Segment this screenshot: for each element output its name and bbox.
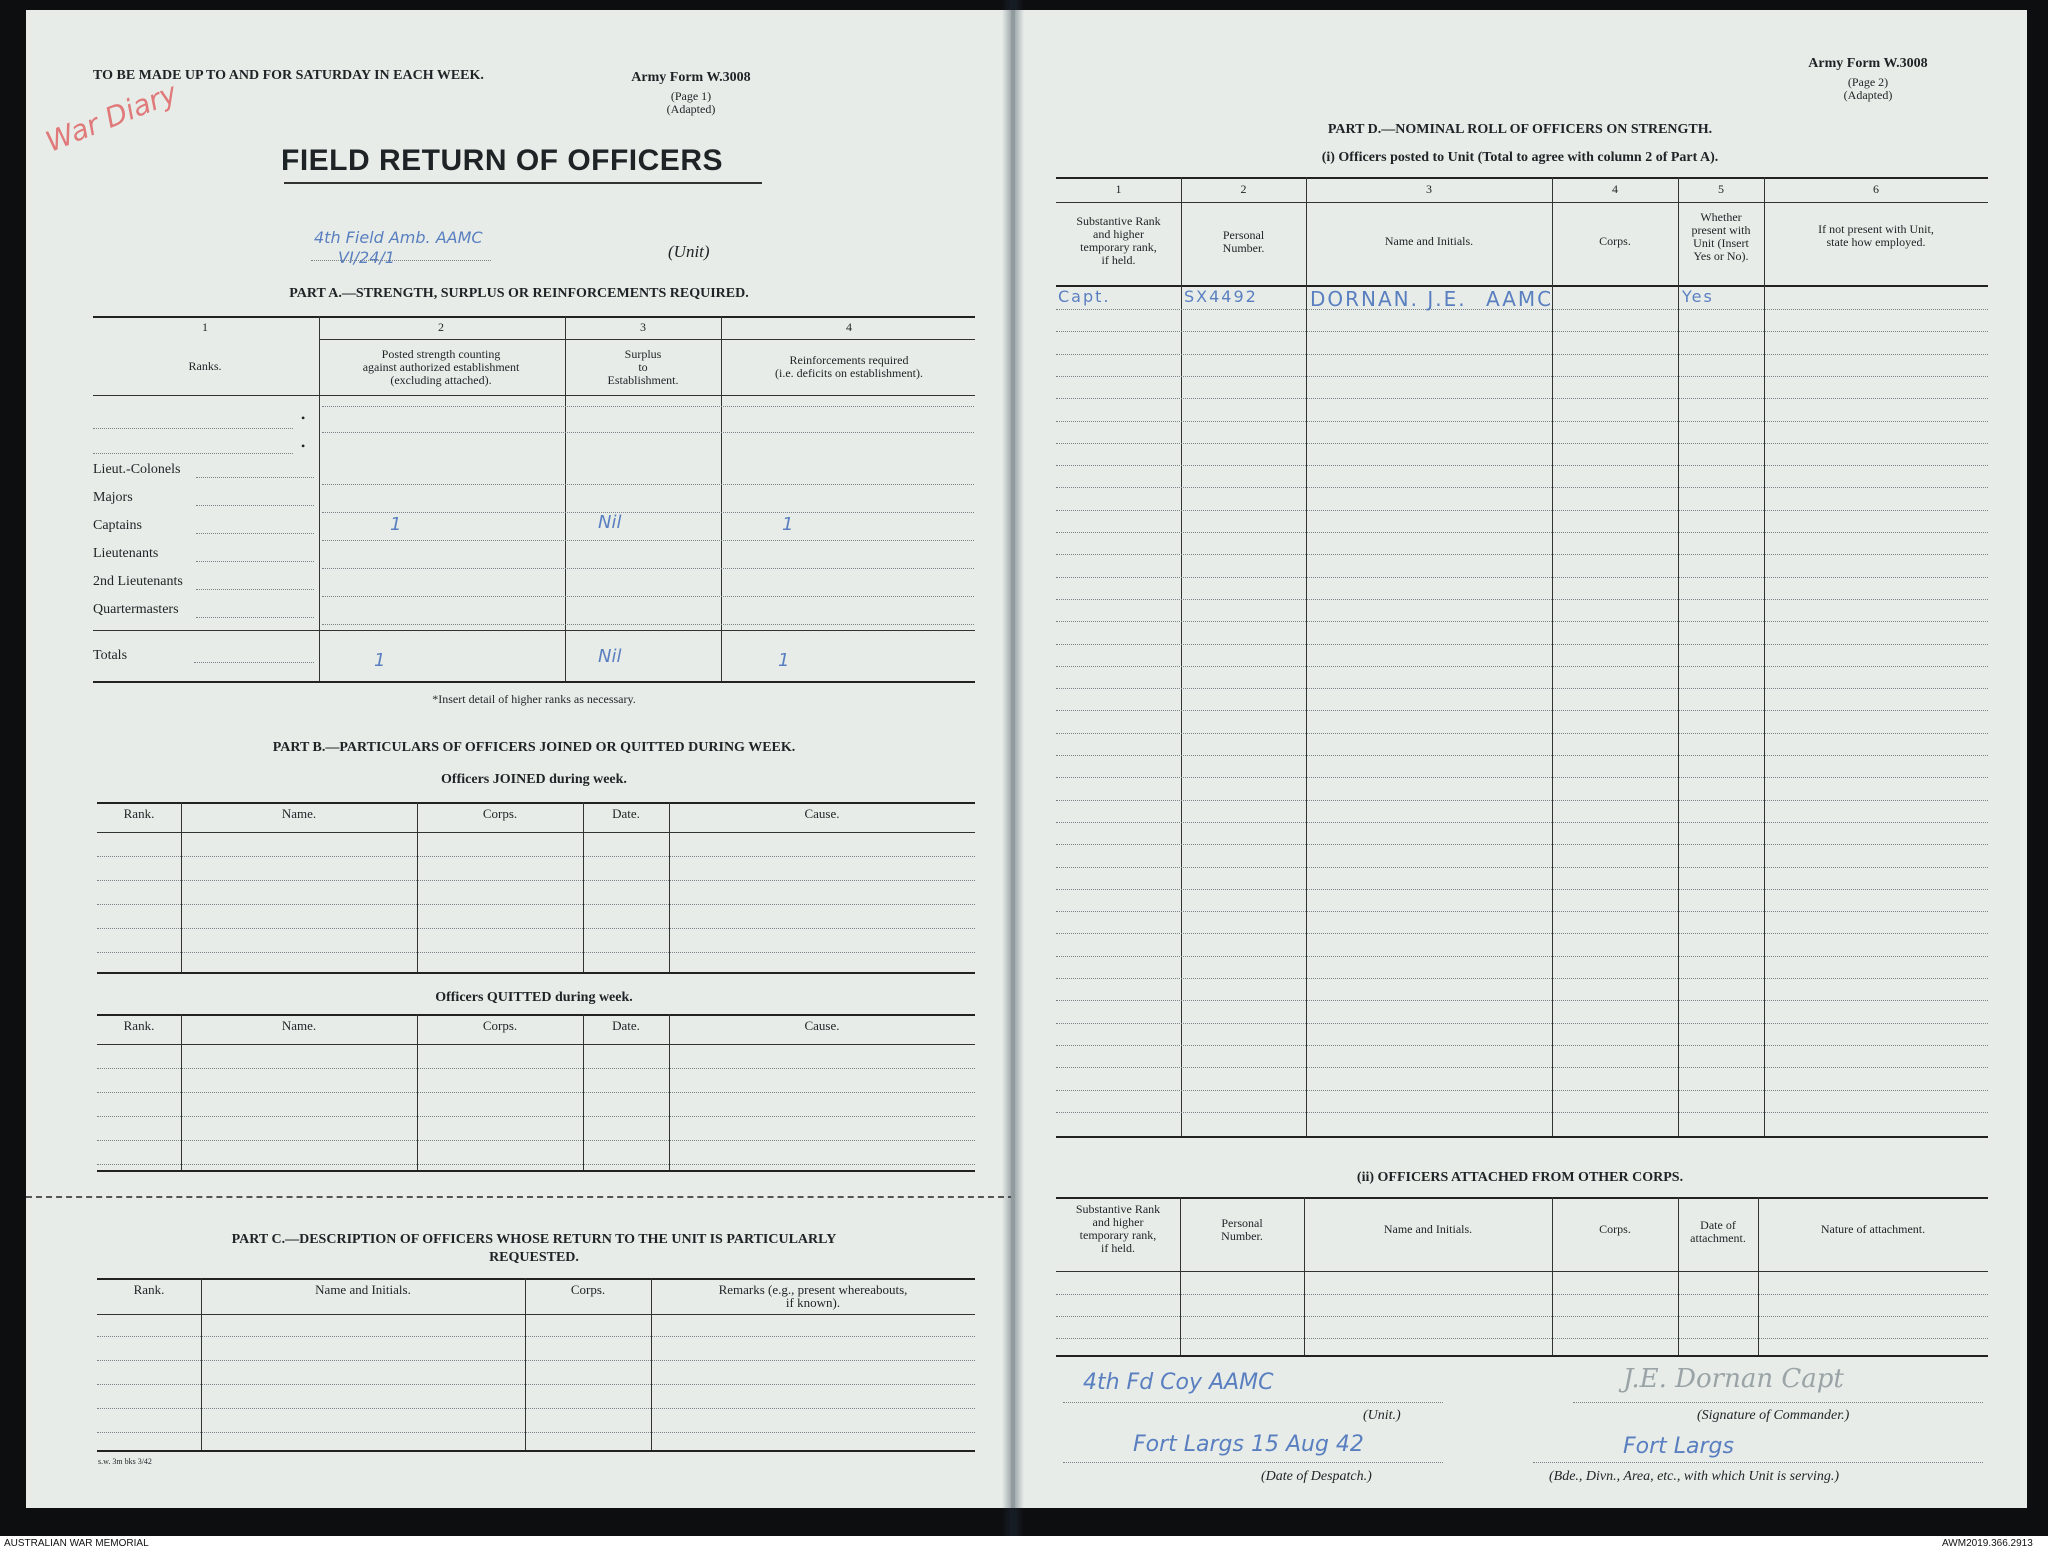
col-header: Name. xyxy=(281,1018,317,1033)
col-header: Name. xyxy=(281,806,317,821)
row-rule xyxy=(97,1116,975,1117)
dotted-leader xyxy=(196,617,314,618)
col-divider xyxy=(651,1278,652,1450)
part-a-footnote: *Insert detail of higher ranks as necessary. xyxy=(432,692,636,706)
row-rule xyxy=(1056,777,1988,778)
header-instruction: TO BE MADE UP TO AND FOR SATURDAY IN EACH WEEK. xyxy=(93,68,484,83)
row-rule xyxy=(1056,376,1988,377)
captains-surplus: Nil xyxy=(598,512,622,533)
form-number: Army Form W.3008 xyxy=(631,70,751,85)
row-rule xyxy=(1056,688,1988,689)
area-label: (Bde., Divn., Area, etc., with which Unit is serving.) xyxy=(1549,1469,1840,1484)
unit-handwritten-p2: 4th Fd Coy AAMC xyxy=(1083,1370,1274,1395)
row-rule xyxy=(97,1092,975,1093)
row-rule xyxy=(97,1408,975,1409)
form-number-p2: Army Form W.3008 xyxy=(1808,56,1928,71)
row-rule xyxy=(1056,1000,1988,1001)
page-fold xyxy=(1011,10,1015,1508)
col-header: Corps. xyxy=(570,1282,606,1297)
col-number: 1 xyxy=(1115,182,1122,196)
part-a-heading: PART A.—STRENGTH, SURPLUS OR REINFORCEMENTS REQUIRED. xyxy=(289,286,749,301)
row-rule xyxy=(1056,443,1988,444)
row-rule xyxy=(1056,844,1988,845)
number-row-rule xyxy=(1056,202,1988,203)
col-header: Personal Number. xyxy=(1221,1216,1263,1243)
row-rule xyxy=(1056,800,1988,801)
row-rule xyxy=(1056,755,1988,756)
col-header: Corps. xyxy=(482,1018,518,1033)
rank-label: Majors xyxy=(93,490,133,505)
captains-posted: 1 xyxy=(390,514,402,535)
col-divider xyxy=(201,1278,202,1450)
row-rule xyxy=(1056,911,1988,912)
row-rule xyxy=(1056,421,1988,422)
cut-line xyxy=(26,1196,1014,1198)
row-rule xyxy=(1056,956,1988,957)
col-divider xyxy=(1304,1197,1305,1355)
col-header-reinforcements: Reinforcements required (i.e. deficits on establishment). xyxy=(775,353,923,380)
col-number: 1 xyxy=(202,320,208,334)
col-divider xyxy=(417,802,418,972)
form-page-number-p2: (Page 2) xyxy=(1847,75,1889,89)
col-divider xyxy=(1180,1197,1181,1355)
row-rule xyxy=(1056,1090,1988,1091)
col-header: Substantive Rank and higher temporary rank, if held. xyxy=(1075,1202,1161,1255)
col-divider xyxy=(1758,1197,1759,1355)
row-rule xyxy=(97,1384,975,1385)
unit-ref-handwritten: VI/24/1 xyxy=(338,248,395,267)
row-rule xyxy=(97,856,975,857)
dotted-leader xyxy=(196,561,314,562)
col-header: Corps. xyxy=(1599,1222,1631,1236)
row-rule xyxy=(97,1360,975,1361)
war-diary-annotation: War Diary xyxy=(41,76,182,159)
row-rule xyxy=(1056,933,1988,934)
col-divider xyxy=(583,802,584,972)
table-top-rule xyxy=(97,1014,975,1016)
form-title: FIELD RETURN OF OFFICERS xyxy=(281,144,723,177)
row-rule xyxy=(97,1164,975,1165)
row-rule xyxy=(1056,331,1988,332)
col-divider xyxy=(1764,177,1765,1136)
area-handwritten: Fort Largs xyxy=(1623,1434,1734,1459)
col-header: Date of attachment. xyxy=(1690,1218,1746,1245)
row-rule xyxy=(1056,532,1988,533)
col-header: Name and Initials. xyxy=(315,1282,411,1297)
joined-heading: Officers JOINED during week. xyxy=(441,772,627,787)
col-header: Name and Initials. xyxy=(1384,234,1474,248)
row-rule xyxy=(1056,1112,1988,1113)
bullet-2: • xyxy=(301,439,306,453)
dotted-leader xyxy=(196,589,314,590)
row-rule xyxy=(97,904,975,905)
col-divider xyxy=(1678,177,1679,1136)
row-rule xyxy=(322,540,974,541)
totals-label: Totals xyxy=(93,648,128,663)
col-header: Substantive Rank and higher temporary rank, if held. xyxy=(1076,214,1161,267)
unit-label-p2: (Unit.) xyxy=(1363,1408,1401,1423)
col-header: Whether present with Unit (Insert Yes or No). xyxy=(1691,210,1751,263)
roll-entry-handwritten: AAMC xyxy=(1486,287,1554,311)
totals-reinforcements: 1 xyxy=(778,650,790,671)
dotted-leader xyxy=(196,533,314,534)
table-bottom-rule xyxy=(1056,1355,1988,1357)
col-number: 6 xyxy=(1873,182,1879,196)
table-top-rule xyxy=(1056,177,1988,179)
row-rule xyxy=(1056,867,1988,868)
row-rule xyxy=(1056,354,1988,355)
section-ii-heading: (ii) OFFICERS ATTACHED FROM OTHER CORPS. xyxy=(1356,1170,1684,1185)
table-bottom-rule xyxy=(97,1450,975,1452)
col-header: Rank. xyxy=(133,1282,165,1297)
table-top-rule xyxy=(97,802,975,804)
totals-posted: 1 xyxy=(374,650,386,671)
table-top-rule xyxy=(1056,1197,1988,1199)
table-header-rule xyxy=(97,1314,975,1315)
rank-label: Quartermasters xyxy=(93,602,179,617)
col-divider xyxy=(181,802,182,972)
col-header: If not present with Unit, state how employed. xyxy=(1818,222,1934,249)
row-rule xyxy=(1056,666,1988,667)
row-rule xyxy=(1056,733,1988,734)
footer-accession: AWM2019.366.2913 xyxy=(1942,1538,2033,1549)
rank-label: Lieutenants xyxy=(93,546,159,561)
form-adapted-p2: (Adapted) xyxy=(1843,88,1893,102)
part-c-heading-2: REQUESTED. xyxy=(489,1250,579,1265)
col-header: Corps. xyxy=(482,806,518,821)
row-rule xyxy=(1056,1316,1988,1317)
row-rule xyxy=(1056,487,1988,488)
title-underline xyxy=(284,182,762,184)
col-number: 4 xyxy=(846,320,852,334)
part-c-heading-1: PART C.—DESCRIPTION OF OFFICERS WHOSE RETURN TO THE UNIT IS PARTICULARLY xyxy=(231,1232,837,1247)
form-adapted: (Adapted) xyxy=(666,102,716,116)
row-rule xyxy=(1056,822,1988,823)
row-rule xyxy=(1056,1067,1988,1068)
row-rule xyxy=(322,568,974,569)
col-header: Rank. xyxy=(123,1018,155,1033)
unit-label: (Unit) xyxy=(668,242,710,261)
col-number: 2 xyxy=(1240,182,1247,196)
captains-reinforcements: 1 xyxy=(782,514,794,535)
table-header-rule xyxy=(97,1044,975,1045)
row-rule xyxy=(97,1432,975,1433)
col-header: Date. xyxy=(612,1018,640,1033)
col-header: Cause. xyxy=(804,1018,840,1033)
row-rule xyxy=(1056,1045,1988,1046)
roll-entry-handwritten: SX4492 xyxy=(1184,287,1258,306)
bullet-1: • xyxy=(301,411,306,425)
rank-label: 2nd Lieutenants xyxy=(93,574,183,589)
col-divider xyxy=(1181,177,1182,1136)
col-header: Nature of attachment. xyxy=(1820,1222,1926,1236)
print-code: s.w. 3m bks 3/42 xyxy=(98,1457,152,1466)
roll-entry-handwritten: Capt. xyxy=(1058,287,1111,306)
footer-credit: AUSTRALIAN WAR MEMORIAL xyxy=(4,1538,149,1549)
row-rule xyxy=(1056,577,1988,578)
rank-label: Lieut.-Colonels xyxy=(93,462,181,477)
rank-label: Captains xyxy=(93,518,142,533)
unit-handwritten: 4th Field Amb. AAMC xyxy=(314,228,483,247)
row-rule xyxy=(1056,978,1988,979)
row-rule xyxy=(97,928,975,929)
col-header: Remarks (e.g., present whereabouts, if known). xyxy=(718,1282,908,1310)
row-rule xyxy=(1056,621,1988,622)
col-header: Rank. xyxy=(123,806,155,821)
quitted-heading: Officers QUITTED during week. xyxy=(435,990,633,1005)
dotted-leader xyxy=(196,505,314,506)
row-rule xyxy=(97,952,975,953)
totals-surplus: Nil xyxy=(598,646,622,667)
col-header-ranks: Ranks. xyxy=(188,359,222,373)
form-page-2 xyxy=(1013,10,2027,1508)
table-header-rule xyxy=(1056,1271,1988,1272)
row-rule xyxy=(97,1336,975,1337)
col-header: Date. xyxy=(612,806,640,821)
col-divider xyxy=(1552,1197,1553,1355)
row-rule xyxy=(1056,644,1988,645)
despatch-handwritten: Fort Largs 15 Aug 42 xyxy=(1133,1432,1364,1457)
col-header: Name and Initials. xyxy=(1383,1222,1473,1236)
table-bottom-rule xyxy=(97,1170,975,1172)
col-number: 5 xyxy=(1718,182,1724,196)
roll-entry-handwritten: DORNAN. J.E. xyxy=(1310,287,1467,311)
col-number: 3 xyxy=(640,320,646,334)
roll-entry-handwritten: Yes xyxy=(1682,287,1714,306)
row-rule xyxy=(322,624,974,625)
table-bottom-rule xyxy=(1056,1136,1988,1138)
row-rule xyxy=(322,484,974,485)
col-divider xyxy=(525,1278,526,1450)
form-page-number: (Page 1) xyxy=(670,89,712,103)
signature-label: (Signature of Commander.) xyxy=(1697,1408,1850,1423)
commander-signature: J.E. Dornan Capt xyxy=(1623,1364,1844,1394)
row-rule xyxy=(1056,465,1988,466)
row-rule xyxy=(1056,599,1988,600)
row-rule xyxy=(1056,510,1988,511)
col-header: Personal Number. xyxy=(1222,228,1265,255)
row-rule xyxy=(322,596,974,597)
row-rule xyxy=(1056,554,1988,555)
col-divider xyxy=(1306,177,1307,1136)
despatch-label: (Date of Despatch.) xyxy=(1261,1469,1372,1484)
table-top-rule xyxy=(97,1278,975,1280)
col-divider xyxy=(669,802,670,972)
row-rule xyxy=(1056,398,1988,399)
row-rule xyxy=(1056,710,1988,711)
part-d-heading: PART D.—NOMINAL ROLL OF OFFICERS ON STRENGTH. xyxy=(1327,122,1713,137)
row-rule xyxy=(1056,889,1988,890)
col-number: 3 xyxy=(1426,182,1432,196)
col-header-posted-strength: Posted strength counting against authorized establishment (excluding attached). xyxy=(362,347,520,387)
row-rule xyxy=(322,432,974,433)
form-page-1 xyxy=(26,10,1014,1508)
row-rule xyxy=(1056,1294,1988,1295)
col-number: 4 xyxy=(1612,182,1618,196)
row-rule xyxy=(1056,1338,1988,1339)
col-divider xyxy=(1678,1197,1679,1355)
col-divider xyxy=(1552,177,1553,1136)
row-rule xyxy=(322,406,974,407)
dotted-leader xyxy=(196,477,314,478)
col-header-surplus: Surplus to Establishment. xyxy=(607,347,679,387)
table-bottom-rule xyxy=(97,972,975,974)
table-header-rule xyxy=(97,832,975,833)
col-header: Corps. xyxy=(1599,234,1631,248)
section-i-heading: (i) Officers posted to Unit (Total to agree with column 2 of Part A). xyxy=(1321,150,1719,165)
row-rule xyxy=(97,1140,975,1141)
part-b-heading: PART B.—PARTICULARS OF OFFICERS JOINED OR QUITTED DURING WEEK. xyxy=(272,740,796,755)
col-header: Cause. xyxy=(804,806,840,821)
col-number: 2 xyxy=(438,320,444,334)
row-rule xyxy=(97,880,975,881)
row-rule xyxy=(97,1068,975,1069)
row-rule xyxy=(1056,1023,1988,1024)
row-rule xyxy=(322,512,974,513)
